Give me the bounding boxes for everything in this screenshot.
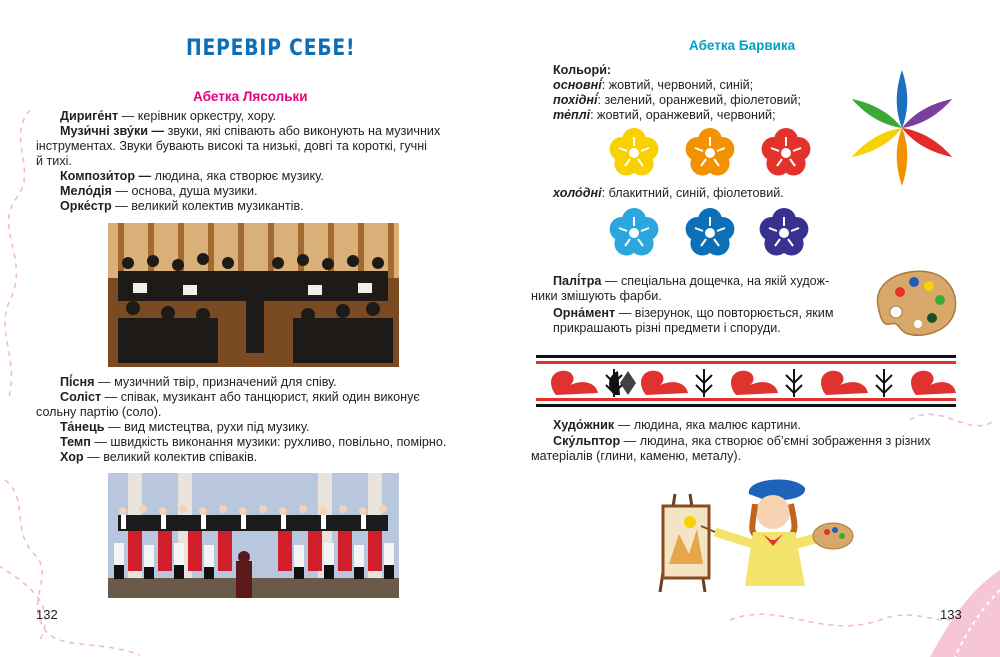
right-page — [500, 0, 1000, 657]
color-line-cold: холо́дні: блакитний, синій, фіолетовий. — [553, 186, 784, 200]
flower-icon — [758, 207, 810, 259]
flower-icon — [684, 127, 736, 179]
choir-photo — [108, 473, 399, 598]
color-line-primary: основні́: жовтий, червоний, синій; — [553, 78, 754, 92]
entry-dance: Та́нець — вид мистецтва, рухи під музику. — [60, 420, 310, 434]
orchestra-photo — [108, 223, 399, 367]
colors-block — [553, 63, 801, 123]
entry-orchestra: Орке́стр — великий колектив музикантів. — [60, 199, 304, 213]
glossary-block-2 — [36, 375, 470, 465]
entry-soloist-cont: сольну партію (соло). — [36, 405, 162, 419]
flower-icon — [760, 127, 812, 179]
entry-musical-sounds-cont2: й тихі. — [36, 154, 72, 168]
page-number-left: 132 — [36, 607, 58, 622]
entry-musical-sounds-cont: інструментах. Звуки бувають високі та низькі, довгі та короткі, гучні — [36, 139, 427, 153]
sculptor-definition: Ску́льптор — людина, яка створює об’ємні зображення з різних матеріалів (глини, каменю, металу). — [531, 434, 931, 463]
page-title: ПЕРЕВІР СЕБЕ! — [186, 36, 356, 61]
entry-conductor: Дириге́нт — керівник оркестру, хору. — [60, 109, 277, 123]
color-line-secondary: похідні́: зелений, оранжевий, фіолетовий; — [553, 93, 801, 107]
entry-choir: Хор — великий колектив співаків. — [60, 450, 258, 464]
color-star-icon — [845, 66, 960, 191]
artist-definition: Худо́жник — людина, яка малює картини. — [553, 418, 801, 432]
colors-heading: Кольори́: — [553, 63, 612, 77]
palette-definition: Палі́тра — спеціальна дощечка, на якій худож- ники змішують фарби. — [531, 274, 830, 303]
glossary-block-1 — [36, 109, 470, 214]
flower-icon — [684, 207, 736, 259]
flower-icon — [608, 127, 660, 179]
entry-musical-sounds: Музи́чні зву́ки — звуки, які співають або виконують на музичних — [60, 124, 441, 138]
section-title-lyasolka: Абетка Лясольки — [193, 89, 308, 104]
entry-song: Пі́сня — музичний твір, призначений для співу. — [60, 375, 337, 389]
color-line-warm: те́плі: жовтий, оранжевий, червоний; — [553, 108, 776, 122]
flower-icon — [608, 207, 660, 259]
page-number-right: 133 — [940, 607, 962, 622]
entry-soloist: Соліст — співак, музикант або танцюрист, який один виконує — [60, 390, 420, 404]
ornament-definition: Орна́мент — візерунок, що повторюється, яким прикрашають різні предмети і споруди. — [553, 306, 834, 335]
section-title-barvyk: Абетка Барвика — [689, 38, 796, 53]
entry-composer: Компози́тор — людина, яка створює музику. — [60, 169, 324, 183]
entry-melody: Мело́дія — основа, душа музики. — [60, 184, 258, 198]
entry-tempo: Темп — швидкість виконання музики: рухливо, повільно, помірно. — [60, 435, 447, 449]
artist-illustration — [645, 474, 855, 594]
palette-icon — [868, 266, 960, 340]
ornament-pattern — [536, 353, 956, 409]
